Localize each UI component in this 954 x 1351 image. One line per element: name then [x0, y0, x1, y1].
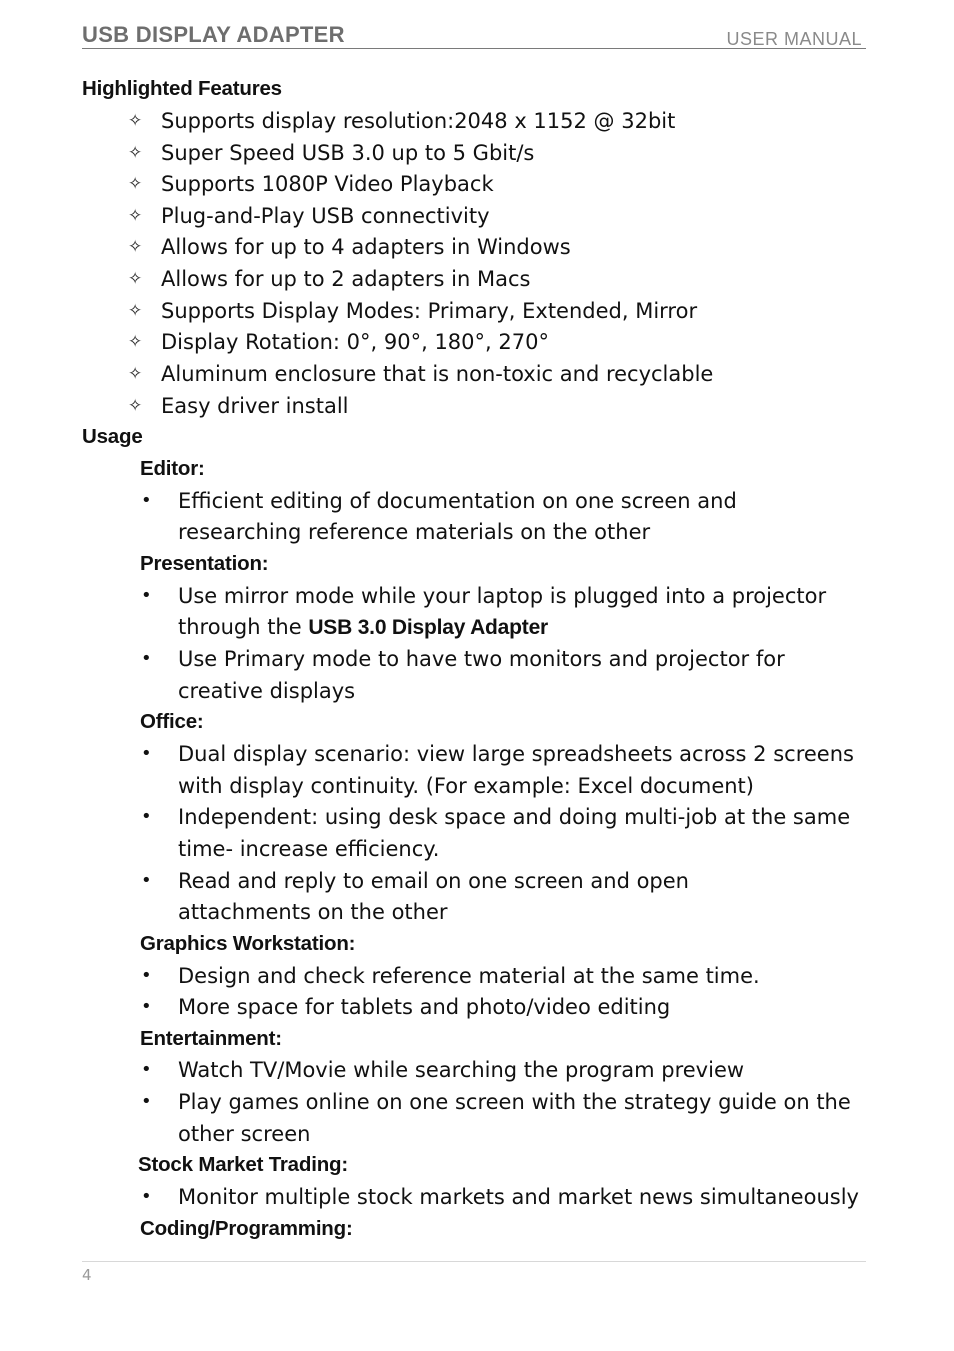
features-heading: Highlighted Features — [82, 77, 282, 100]
entertainment-item-line: Play games online on one screen with the strategy guide on the — [178, 1090, 851, 1114]
bullet-icon: • — [141, 1059, 152, 1080]
office-subheading: Office: — [140, 710, 204, 733]
four-pointed-star-icon: ✧ — [128, 237, 143, 257]
entertainment-item-line: Watch TV/Movie while searching the program preview — [178, 1058, 745, 1082]
presentation-item-text: through the — [178, 615, 309, 639]
four-pointed-star-icon: ✧ — [128, 332, 143, 352]
four-pointed-star-icon: ✧ — [128, 364, 143, 384]
presentation-item-line — [178, 611, 548, 644]
feature-item: Allows for up to 2 adapters in Macs — [161, 267, 531, 291]
feature-item: Allows for up to 4 adapters in Windows — [161, 235, 571, 259]
office-item-line: with display continuity. (For example: Excel document) — [178, 774, 754, 798]
office-item-line: attachments on the other — [178, 900, 448, 924]
feature-item: Supports display resolution:2048 x 1152 @ 32bit — [161, 109, 676, 133]
four-pointed-star-icon: ✧ — [128, 301, 143, 321]
bullet-icon: • — [141, 806, 152, 827]
feature-item: Supports 1080P Video Playback — [161, 172, 494, 196]
feature-item: Supports Display Modes: Primary, Extended, Mirror — [161, 299, 698, 323]
presentation-subheading: Presentation: — [140, 552, 269, 575]
feature-item: Easy driver install — [161, 394, 349, 418]
page-number: 4 — [82, 1266, 92, 1284]
header-title: USB DISPLAY ADAPTER — [82, 22, 345, 47]
graphics-item-line: More space for tablets and photo/video editing — [178, 995, 671, 1019]
coding-subheading: Coding/Programming: — [140, 1217, 353, 1240]
office-item-line: time- increase efficiency. — [178, 837, 440, 861]
bullet-icon: • — [141, 870, 152, 891]
bullet-icon: • — [141, 1186, 152, 1207]
presentation-item-line: creative displays — [178, 679, 356, 703]
feature-item: Display Rotation: 0°, 90°, 180°, 270° — [161, 330, 549, 354]
bullet-icon: • — [141, 648, 152, 669]
office-item-line: Read and reply to email on one screen and open — [178, 869, 689, 893]
page-header — [82, 22, 866, 49]
bullet-icon: • — [141, 996, 152, 1017]
bullet-icon: • — [141, 965, 152, 986]
usage-heading: Usage — [82, 425, 143, 448]
editor-item-line: Efficient editing of documentation on one screen and — [178, 489, 737, 513]
feature-item: Aluminum enclosure that is non-toxic and recyclable — [161, 362, 714, 386]
presentation-item-line: Use mirror mode while your laptop is plugged into a projector — [178, 584, 827, 608]
entertainment-item-line: other screen — [178, 1122, 311, 1146]
office-item-line: Dual display scenario: view large spreadsheets across 2 screens — [178, 742, 854, 766]
footer-divider — [82, 1261, 866, 1262]
bullet-icon: • — [141, 585, 152, 606]
four-pointed-star-icon: ✧ — [128, 174, 143, 194]
four-pointed-star-icon: ✧ — [128, 269, 143, 289]
bullet-icon: • — [141, 490, 152, 511]
graphics-item-line: Design and check reference material at the same time. — [178, 964, 760, 988]
presentation-item-line: Use Primary mode to have two monitors and projector for — [178, 647, 785, 671]
four-pointed-star-icon: ✧ — [128, 143, 143, 163]
editor-item-line: researching reference materials on the other — [178, 520, 651, 544]
four-pointed-star-icon: ✧ — [128, 111, 143, 131]
four-pointed-star-icon: ✧ — [128, 206, 143, 226]
editor-subheading: Editor: — [140, 457, 205, 480]
stock-subheading: Stock Market Trading: — [138, 1153, 348, 1176]
graphics-subheading: Graphics Workstation: — [140, 932, 356, 955]
four-pointed-star-icon: ✧ — [128, 396, 143, 416]
stock-item-line: Monitor multiple stock markets and market news simultaneously — [178, 1185, 859, 1209]
bullet-icon: • — [141, 743, 152, 764]
office-item-line: Independent: using desk space and doing multi-job at the same — [178, 805, 851, 829]
entertainment-subheading: Entertainment: — [140, 1027, 282, 1050]
product-name: USB 3.0 Display Adapter — [308, 616, 549, 639]
header-subtitle: USER MANUAL — [726, 29, 862, 49]
feature-item: Super Speed USB 3.0 up to 5 Gbit/s — [161, 141, 535, 165]
feature-item: Plug-and-Play USB connectivity — [161, 204, 490, 228]
bullet-icon: • — [141, 1091, 152, 1112]
